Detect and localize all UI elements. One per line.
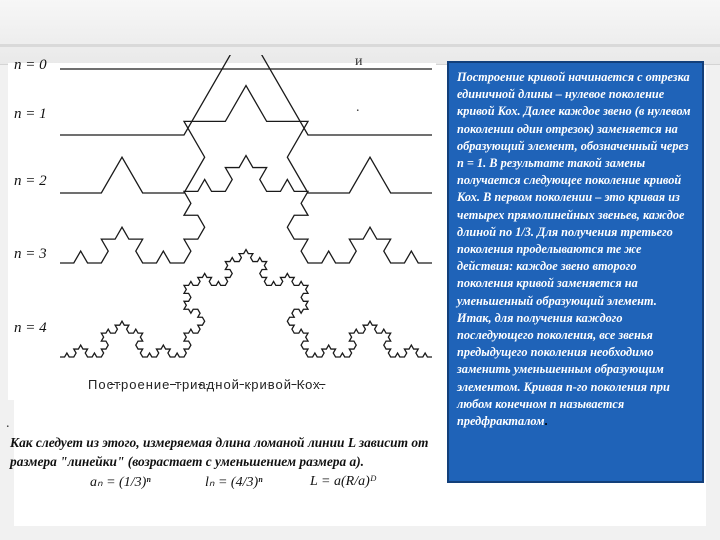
stray-dot-left: . [6,416,10,431]
generation-label-4: n = 4 [14,320,47,336]
generation-label-0: n = 0 [14,57,47,73]
conclusion-text: Как следует из этого, измеряемая длина ломаной линии L зависит от размера "линейки" (возрастает с уменьшением размера a). [10,435,429,469]
generation-label-3: n = 3 [14,246,47,262]
formula-curve-length: lₙ = (4/3)ⁿ [205,475,263,490]
formula-segment-length: aₙ = (1/3)ⁿ [90,475,151,490]
figure-caption: Построение триадной кривой Кох. [88,377,326,392]
header-stripe [0,44,720,47]
koch-curves [0,55,440,400]
stray-dot: . [356,100,360,115]
explanation-end-dot: . [544,414,548,429]
explanation-textbox [447,61,704,483]
generation-label-2: n = 2 [14,173,47,189]
explanation-text: Построение кривой начинается с отрезка единичной длины – нулевое поколение кривой Кох. Далее каждое звено (в нулевом поколении один отрезок) заменяется на образующий элемент, обозначенный через n = 1. В результате такой замены получается следующее поколение кривой Кох. В первом поколении – это кривая из четырех прямолинейных звеньев, каждое длиной по 1/3. Для получения третьего поколения проделываются те же действия: каждое звено второго поколения кривой заменяется на уменьшенный образующий элемент. Итак, для получения каждого последующего поколения, все звенья предыдущего поколения необходимо заменить уменьшенным образующим элементом. Кривая n-го поколения при любом конечном n называется предфракталом [457,70,691,429]
formula-row [0,470,440,500]
generation-label-1: n = 1 [14,106,47,122]
stray-letter: и [355,54,363,69]
formula-measured-length: L = a(R/a)ᴰ [310,474,377,489]
koch-figure [0,55,440,400]
